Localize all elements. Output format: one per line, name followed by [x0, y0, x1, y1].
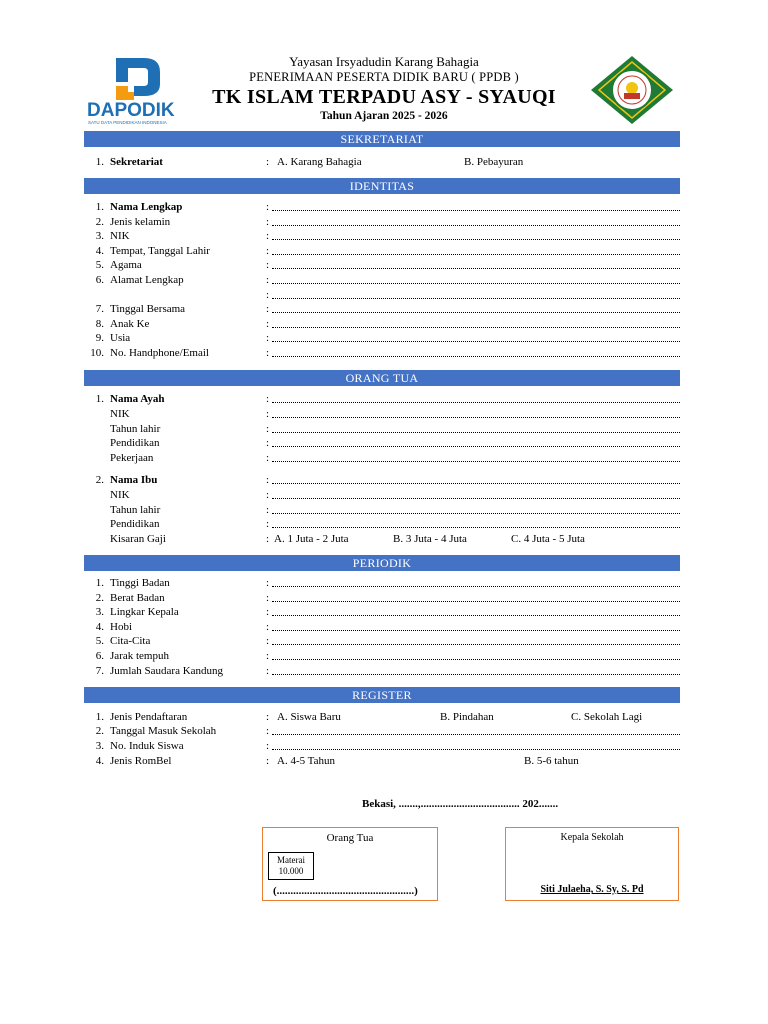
row-colon: : [266, 591, 270, 604]
row-colon: : [266, 422, 270, 435]
row-label: No. Handphone/Email [110, 347, 209, 359]
fill-line[interactable] [272, 239, 680, 240]
fill-line[interactable] [272, 298, 680, 299]
materai-stamp [268, 852, 314, 880]
form-row-identitas-2 [84, 229, 680, 244]
row-label: Jarak tempuh [110, 650, 169, 662]
row-label: NIK [110, 230, 130, 243]
form-row-ibu-2 [84, 503, 680, 518]
row-label: Nama Ibu [110, 474, 158, 486]
row-colon: : [266, 393, 270, 405]
row-label: Pendidikan [110, 518, 160, 531]
parent-signature-title: Orang Tua [326, 832, 374, 844]
row-colon: : [266, 230, 270, 243]
form-row-no-induk [84, 739, 680, 754]
row-number: 3. [95, 740, 104, 752]
row-label: Tinggi Badan [110, 577, 170, 589]
option-gaji-a[interactable]: A. 1 Juta - 2 Juta [274, 533, 349, 545]
fill-line[interactable] [272, 513, 680, 514]
school-name: TK ISLAM TERPADU ASY - SYAUQI [212, 86, 556, 108]
form-row-sekretariat [84, 155, 680, 170]
option-gaji-b[interactable]: B. 3 Juta - 4 Juta [393, 533, 467, 545]
fill-line[interactable] [272, 356, 680, 357]
form-row-ayah-0 [84, 392, 680, 407]
form-row-identitas-8 [84, 317, 680, 332]
row-label: Usia [110, 332, 131, 345]
row-colon: : [266, 518, 270, 531]
row-label: Jenis kelamin [110, 215, 171, 228]
row-label: Agama [110, 259, 142, 272]
row-colon: : [266, 711, 270, 723]
form-row-periodik-5 [84, 649, 680, 664]
row-number: 3. [95, 606, 104, 619]
row-number: 7. [95, 303, 104, 316]
fill-line[interactable] [272, 461, 680, 462]
row-label: NIK [110, 407, 130, 420]
row-colon: : [266, 201, 270, 213]
form-row-identitas-1 [84, 215, 680, 230]
form-row-periodik-0 [84, 576, 680, 591]
row-label: Jumlah Saudara Kandung [110, 664, 224, 677]
row-number: 6. [95, 650, 104, 662]
fill-line[interactable] [272, 254, 680, 255]
row-label: Tahun lahir [110, 503, 161, 516]
row-label: Tahun lahir [110, 422, 161, 435]
row-label: Lingkar Kepala [110, 606, 179, 619]
fill-line[interactable] [272, 432, 680, 433]
form-row-ayah-3 [84, 436, 680, 451]
row-colon: : [266, 332, 270, 345]
row-label: Cita-Cita [110, 635, 151, 648]
row-colon: : [266, 488, 270, 501]
row-colon: : [266, 215, 270, 228]
row-label: No. Induk Siswa [110, 740, 184, 752]
row-number: 4. [95, 755, 104, 767]
form-row-ibu-1 [84, 488, 680, 503]
option-karang-bahagia[interactable]: A. Karang Bahagia [277, 156, 362, 168]
row-label: Jenis Pendaftaran [110, 711, 188, 723]
row-number: 9. [95, 332, 104, 345]
row-number: 1. [95, 201, 104, 213]
row-label: Kisaran Gaji [110, 533, 166, 545]
row-label: Hobi [110, 620, 132, 633]
form-row-periodik-4 [84, 634, 680, 649]
row-colon: : [266, 664, 270, 677]
row-colon: : [266, 317, 270, 330]
row-label: Tinggal Bersama [110, 303, 186, 316]
row-number: 2. [95, 215, 104, 228]
row-label: Anak Ke [110, 317, 150, 330]
row-number: 2. [95, 725, 104, 737]
row-colon: : [266, 620, 270, 633]
row-label: Jenis RomBel [110, 755, 172, 767]
row-colon: : [266, 725, 270, 737]
fill-line[interactable] [272, 659, 680, 660]
place-date-line: Bekasi, .......,.................................... 202....... [362, 798, 559, 810]
materai-value: 10.000 [278, 866, 304, 876]
row-colon: : [266, 755, 270, 767]
form-row-identitas-9 [84, 331, 680, 346]
row-number: 2. [95, 474, 104, 486]
row-colon: : [266, 474, 270, 486]
fill-line[interactable] [272, 630, 680, 631]
fill-line[interactable] [272, 402, 680, 403]
form-row-identitas-7 [84, 302, 680, 317]
parent-signature-box [262, 827, 438, 901]
row-colon: : [266, 347, 270, 359]
academic-year: Tahun Ajaran 2025 - 2026 [320, 110, 448, 122]
row-label: Tempat, Tanggal Lahir [110, 244, 210, 257]
fill-line[interactable] [272, 734, 680, 735]
row-colon: : [266, 577, 270, 589]
fill-line[interactable] [272, 498, 680, 499]
row-colon: : [266, 503, 270, 516]
row-number: 3. [95, 230, 104, 243]
row-label: Pendidikan [110, 437, 160, 450]
row-colon: : [266, 437, 270, 450]
fill-line[interactable] [272, 615, 680, 616]
row-number: 8. [95, 317, 104, 330]
form-row-jenis-pendaftaran [84, 710, 680, 725]
form-row-ayah-1 [84, 407, 680, 422]
form-row-periodik-6 [84, 664, 680, 679]
row-label: Sekretariat [110, 156, 163, 168]
form-row-identitas-0 [84, 200, 680, 215]
row-colon: : [266, 533, 270, 545]
section-register: REGISTER [84, 687, 680, 703]
row-number: 1. [95, 577, 104, 589]
row-number: 10. [90, 347, 104, 359]
row-colon: : [266, 650, 270, 662]
fill-line[interactable] [272, 446, 680, 447]
form-row-ayah-4 [84, 451, 680, 466]
row-label: NIK [110, 488, 130, 501]
form-row-ibu-0 [84, 473, 680, 488]
fill-line[interactable] [272, 749, 680, 750]
fill-line[interactable] [272, 483, 680, 484]
dapodik-logo [86, 56, 204, 126]
row-label: Alamat Lengkap [110, 274, 184, 286]
row-label: Nama Ayah [110, 393, 165, 405]
section-orang-tua: ORANG TUA [84, 370, 680, 386]
materai-label: Materai [277, 855, 305, 865]
section-identitas: IDENTITAS [84, 178, 680, 194]
ppdb-title: PENERIMAAN PESERTA DIDIK BARU ( PPDB ) [249, 70, 519, 84]
fill-line[interactable] [272, 341, 680, 342]
row-number: 5. [95, 635, 104, 648]
row-colon: : [266, 452, 270, 464]
form-row-identitas-4 [84, 258, 680, 273]
row-colon: : [266, 259, 270, 272]
fill-line[interactable] [272, 312, 680, 313]
fill-line[interactable] [272, 527, 680, 528]
row-number: 6. [95, 274, 104, 286]
form-row-periodik-3 [84, 620, 680, 635]
form-row-identitas-5 [84, 273, 680, 288]
section-sekretariat: SEKRETARIAT [84, 131, 680, 147]
parent-signature-line[interactable]: (..................................................) [273, 885, 418, 897]
row-number: 7. [95, 664, 104, 677]
form-row-identitas-3 [84, 244, 680, 259]
form-row-periodik-2 [84, 605, 680, 620]
form-row-ibu-3 [84, 517, 680, 532]
row-colon: : [266, 606, 270, 619]
row-colon: : [266, 740, 270, 752]
row-label: Pekerjaan [110, 452, 154, 464]
fill-line[interactable] [272, 644, 680, 645]
form-row-periodik-1 [84, 591, 680, 606]
fill-line[interactable] [272, 210, 680, 211]
option-sekolah-lagi[interactable]: C. Sekolah Lagi [571, 711, 643, 723]
fill-line[interactable] [272, 268, 680, 269]
yayasan-name: Yayasan Irsyadudin Karang Bahagia [289, 54, 479, 69]
principal-signature-box [505, 827, 679, 901]
row-colon: : [266, 156, 270, 168]
form-row-jenis-rombel [84, 754, 680, 769]
form-row-kisaran-gaji [84, 532, 680, 547]
row-colon: : [266, 274, 270, 286]
form-row-ayah-2 [84, 422, 680, 437]
dapodik-text: DAPODIK [87, 100, 175, 121]
option-gaji-c[interactable]: C. 4 Juta - 5 Juta [511, 533, 585, 545]
school-emblem [590, 55, 674, 125]
fill-line[interactable] [272, 586, 680, 587]
form-row-identitas-6 [84, 288, 680, 303]
row-number: 1. [95, 711, 104, 723]
row-number: 4. [95, 244, 104, 257]
row-label: Nama Lengkap [110, 201, 183, 213]
row-colon: : [266, 288, 270, 301]
row-colon: : [266, 635, 270, 648]
fill-line[interactable] [272, 283, 680, 284]
row-number: 4. [95, 620, 104, 633]
form-row-tanggal-masuk [84, 724, 680, 739]
fill-line[interactable] [272, 225, 680, 226]
row-number: 1. [95, 393, 104, 405]
option-siswa-baru[interactable]: A. Siswa Baru [277, 711, 341, 723]
row-colon: : [266, 244, 270, 257]
option-rombel-4-5[interactable]: A. 4-5 Tahun [277, 755, 335, 767]
row-colon: : [266, 407, 270, 420]
row-number: 2. [95, 591, 104, 604]
form-header [204, 53, 564, 124]
fill-line[interactable] [272, 674, 680, 675]
fill-line[interactable] [272, 327, 680, 328]
fill-line[interactable] [272, 417, 680, 418]
form-row-identitas-10 [84, 346, 680, 361]
principal-signature-title: Kepala Sekolah [560, 832, 624, 843]
section-periodik: PERIODIK [84, 555, 680, 571]
option-pebayuran[interactable]: B. Pebayuran [464, 156, 524, 168]
principal-name: Siti Julaeha, S. Sy, S. Pd [540, 884, 644, 895]
dapodik-tagline: SATU DATA PENDIDIKAN INDONESIA [88, 120, 167, 125]
row-number: 5. [95, 259, 104, 272]
row-colon: : [266, 303, 270, 316]
row-label: Tanggal Masuk Sekolah [110, 725, 217, 737]
row-label: Berat Badan [110, 591, 165, 604]
row-number: 1. [95, 156, 104, 168]
option-rombel-5-6[interactable]: B. 5-6 tahun [524, 755, 579, 767]
fill-line[interactable] [272, 601, 680, 602]
option-pindahan[interactable]: B. Pindahan [440, 711, 494, 723]
